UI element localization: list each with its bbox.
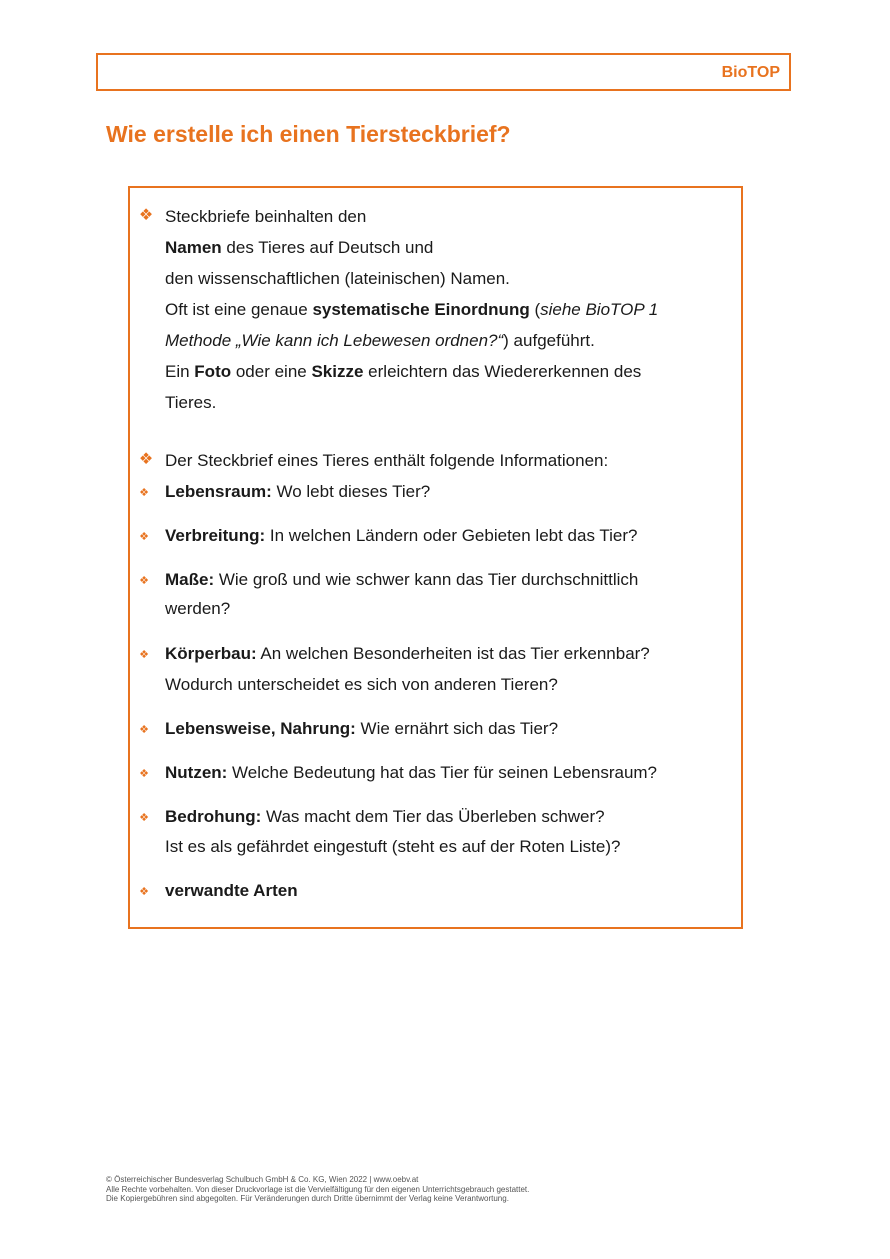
- list-item-continued: Wodurch unterscheidet es sich von anderen Tieren?: [165, 675, 558, 694]
- footer-rights: Alle Rechte vorbehalten. Von dieser Druckvorlage ist die Vervielfältigung für den eigenen Unterrichtsgebrauch gestattet.: [106, 1184, 530, 1194]
- list-item: Nutzen: Welche Bedeutung hat das Tier für seinen Lebensraum?: [165, 763, 658, 782]
- small-diamond-bullet-icon: ❖: [139, 649, 149, 661]
- list-item-continued: werden?: [165, 599, 231, 618]
- list-item: Maße: Wie groß und wie schwer kann das Tier durchschnittlich: [165, 570, 639, 589]
- small-diamond-bullet-icon: ❖: [139, 531, 149, 543]
- intro-line-2: Namen des Tieres auf Deutsch und: [165, 238, 434, 257]
- brand-label: BioTOP: [721, 64, 780, 81]
- footer-copyright: © Österreichischer Bundesverlag Schulbuch GmbH & Co. KG, Wien 2022 | www.oebv.at: [106, 1175, 419, 1184]
- small-diamond-bullet-icon: ❖: [139, 768, 149, 780]
- intro-line-7: Tieres.: [165, 393, 217, 412]
- small-diamond-bullet-icon: ❖: [139, 487, 149, 499]
- footer-disclaimer: Die Kopiergebühren sind abgegolten. Für Veränderungen durch Dritte übernimmt der Verlag keine Verantwortung.: [106, 1194, 509, 1203]
- diamond-bullet-icon: ❖: [138, 207, 154, 224]
- list-item: Körperbau: An welchen Besonderheiten ist das Tier erkennbar?: [165, 644, 650, 663]
- footer: [106, 1175, 529, 1204]
- small-diamond-bullet-icon: ❖: [139, 724, 149, 736]
- intro-line-5: Methode „Wie kann ich Lebewesen ordnen?“) aufgeführt.: [165, 331, 595, 350]
- list-item: verwandte Arten: [165, 881, 298, 900]
- small-diamond-bullet-icon: ❖: [139, 575, 149, 587]
- info-heading: Der Steckbrief eines Tieres enthält folgende Informationen:: [165, 451, 609, 470]
- small-diamond-bullet-icon: ❖: [139, 886, 149, 898]
- small-diamond-bullet-icon: ❖: [139, 812, 149, 824]
- header-box: [96, 53, 791, 91]
- list-item-continued: Ist es als gefährdet eingestuft (steht es auf der Roten Liste)?: [165, 837, 621, 856]
- intro-line-4: Oft ist eine genaue systematische Einordnung (siehe BioTOP 1: [165, 300, 659, 319]
- list-item: Bedrohung: Was macht dem Tier das Überleben schwer?: [165, 807, 605, 826]
- intro-line-6: Ein Foto oder eine Skizze erleichtern das Wiedererkennen des: [165, 362, 642, 381]
- intro-line-1: Steckbriefe beinhalten den: [165, 207, 367, 226]
- diamond-bullet-icon: ❖: [138, 451, 154, 468]
- intro-line-3: den wissenschaftlichen (lateinischen) Namen.: [165, 269, 510, 288]
- page-title: Wie erstelle ich einen Tiersteckbrief?: [106, 121, 511, 147]
- list-item: Lebensraum: Wo lebt dieses Tier?: [165, 482, 431, 501]
- list-item: Lebensweise, Nahrung: Wie ernährt sich das Tier?: [165, 719, 559, 738]
- list-item: Verbreitung: In welchen Ländern oder Gebieten lebt das Tier?: [165, 526, 638, 545]
